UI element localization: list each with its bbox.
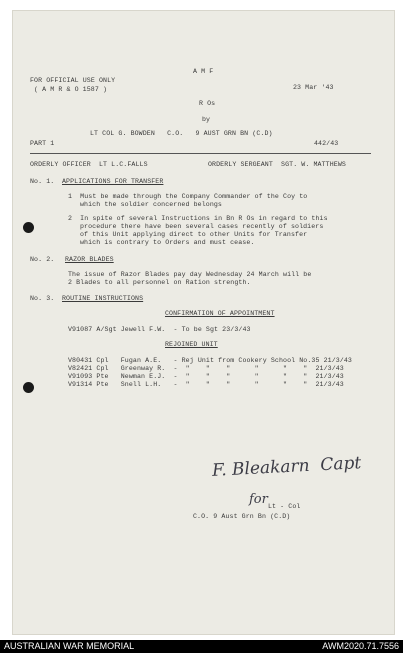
part-label: PART 1 — [30, 140, 55, 147]
section-1-para-1-line-1: 1 Must be made through the Company Commander of the Coy to — [68, 193, 308, 200]
rejoined-row: V82421 Cpl Greenway R. - " " " " " " 21/3/43 — [68, 365, 344, 372]
punch-hole-bottom — [23, 382, 34, 393]
archive-footer — [0, 640, 403, 653]
confirmation-entry: V91087 A/Sgt Jewell F.W. - To be Sgt 23/3/43 — [68, 326, 251, 333]
section-3-title: ROUTINE INSTRUCTIONS — [62, 295, 144, 302]
section-2-line-2: 2 Blades to all personnel on Ration strength. — [68, 279, 251, 286]
handwritten-initials: for — [249, 492, 268, 507]
section-2-title: RAZOR BLADES — [65, 256, 114, 263]
document-title: R Os — [199, 100, 216, 107]
orderly-officer: ORDERLY OFFICER LT L.C.FALLS — [30, 161, 148, 168]
signatory-rank: Lt - Col — [268, 503, 301, 510]
signatory-unit: C.O. 9 Aust Grn Bn (C.D) — [193, 513, 291, 520]
reference-number: 442/43 — [314, 140, 339, 147]
archive-reference: AWM2020.71.7556 — [322, 641, 399, 651]
section-1-para-1-line-2: which the soldier concerned belongs — [80, 201, 222, 208]
rejoined-heading: REJOINED UNIT — [165, 341, 218, 348]
rejoined-row: V80431 Cpl Fugan A.E. - Rej Unit from Cookery School No.35 21/3/43 — [68, 357, 352, 364]
rejoined-row: V91093 Pte Newman E.J. - " " " " " " 21/3/43 — [68, 373, 344, 380]
section-1-number: No. 1. — [30, 178, 55, 185]
by-line: by — [202, 116, 211, 123]
archive-name: AUSTRALIAN WAR MEMORIAL — [4, 641, 135, 651]
section-2-number: No. 2. — [30, 256, 55, 263]
header-rule — [30, 153, 371, 154]
section-3-number: No. 3. — [30, 295, 55, 302]
document-date: 23 Mar '43 — [293, 84, 334, 91]
section-1-para-2-line-4: which is contrary to Orders and must cease. — [80, 239, 255, 246]
handwritten-signature: F. Bleakarn Capt — [211, 453, 362, 481]
official-use-ref: ( A M R & O 1587 ) — [34, 86, 108, 93]
issuing-authority: LT COL G. BOWDEN C.O. 9 AUST GRN BN (C.D) — [90, 130, 273, 137]
official-use-line: FOR OFFICIAL USE ONLY — [30, 77, 116, 84]
section-1-para-2-line-3: of this Unit applying direct to other Units for Transfer — [80, 231, 308, 238]
section-1-title: APPLICATIONS FOR TRANSFER — [62, 178, 164, 185]
confirmation-heading: CONFIRMATION OF APPOINTMENT — [165, 310, 275, 317]
section-1-para-2-line-2: procedure there have been several cases recently of soldiers — [80, 223, 324, 230]
rejoined-row: V91314 Pte Snell L.H. - " " " " " " 21/3/43 — [68, 381, 344, 388]
orderly-sergeant: ORDERLY SERGEANT SGT. W. MATTHEWS — [208, 161, 346, 168]
section-1-para-2-line-1: 2 In spite of several Instructions in Bn R Os in regard to this — [68, 215, 328, 222]
punch-hole-top — [23, 222, 34, 233]
amf-heading: A M F — [193, 68, 214, 75]
section-2-line-1: The issue of Razor Blades pay day Wednesday 24 March will be — [68, 271, 312, 278]
